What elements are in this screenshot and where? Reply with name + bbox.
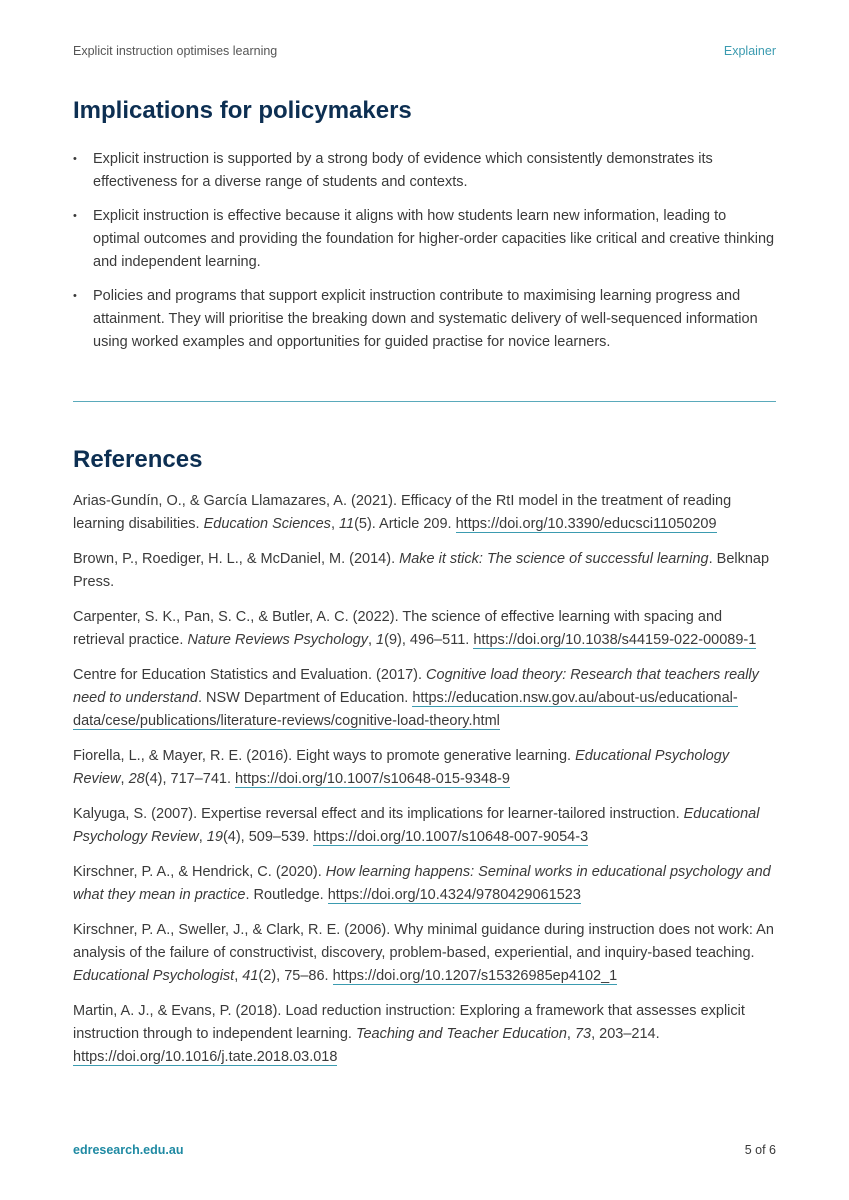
reference-link[interactable]: https://doi.org/10.1007/s10648-007-9054-3 [313, 829, 589, 845]
reference-entry [73, 664, 776, 733]
reference-source: How learning happens: Seminal works in educational psychology and what they mean in practice [73, 864, 771, 903]
reference-source: Educational Psychologist [73, 968, 235, 984]
section-divider [73, 401, 776, 402]
page-number: 5 of 6 [744, 1143, 776, 1157]
implications-heading: Implications for policymakers [73, 97, 412, 124]
reference-authors: Kirschner, P. A., & Hendrick, C. (2020). [73, 864, 326, 880]
reference-authors: Arias-Gundín, O., & García Llamazares, A. (2021). Efficacy of the RtI model in the treatment of reading learning disabilities. [73, 493, 732, 532]
reference-volume: 73 [574, 1026, 592, 1042]
site-url[interactable]: edresearch.edu.au [73, 1143, 184, 1157]
reference-link[interactable]: https://doi.org/10.3390/educsci11050209 [455, 516, 717, 532]
reference-details: (4), 717–741. [144, 771, 236, 787]
page-footer [73, 1142, 776, 1158]
references-heading: References [73, 446, 203, 473]
reference-separator: , [120, 771, 129, 787]
reference-link[interactable]: https://doi.org/10.4324/9780429061523 [327, 887, 581, 903]
reference-entry [73, 919, 776, 988]
implication-bullet: • Explicit instruction is supported by a strong body of evidence which consistently demonstrates its effectiveness for a diverse range of students and contexts. [73, 148, 776, 194]
reference-source: Education Sciences [203, 516, 331, 532]
page-header [73, 43, 776, 59]
reference-entry [73, 1000, 776, 1069]
implication-bullet: • Explicit instruction is effective because it aligns with how students learn new information, leading to optimal outcomes and providing the foundation for higher-order capacities like critical and creative thinking and independent learning. [73, 205, 776, 274]
reference-authors: Carpenter, S. K., Pan, S. C., & Butler, A. C. (2022). The science of effective learning with spacing and retrieval practice. [73, 609, 723, 648]
reference-entry [73, 803, 776, 849]
reference-link[interactable]: https://doi.org/10.1038/s44159-022-00089-1 [473, 632, 757, 648]
reference-separator: , [367, 632, 377, 648]
reference-authors: Centre for Education Statistics and Evaluation. (2017). [73, 667, 427, 683]
reference-details: (5). Article 209. [354, 516, 456, 532]
reference-authors: Kalyuga, S. (2007). Expertise reversal effect and its implications for learner-tailored instruction. [73, 806, 684, 822]
reference-details: (2), 75–86. [258, 968, 333, 984]
reference-source: Educational Psychology Review [73, 806, 760, 845]
reference-authors: Kirschner, P. A., Sweller, J., & Clark, R. E. (2006). Why minimal guidance during instruction does not work: An analysis of the failure of constructivist, discovery, problem-based, experiential, and inquiry-based teaching. [73, 922, 774, 961]
reference-source: Educational Psychology Review [73, 748, 730, 787]
reference-link[interactable]: https://doi.org/10.1207/s15326985ep4102_1 [332, 968, 618, 984]
reference-authors: Fiorella, L., & Mayer, R. E. (2016). Eight ways to promote generative learning. [73, 748, 576, 764]
reference-source: Teaching and Teacher Education [355, 1026, 567, 1042]
reference-link[interactable]: https://doi.org/10.1007/s10648-015-9348-9 [235, 771, 510, 787]
reference-link[interactable]: https://doi.org/10.1016/j.tate.2018.03.018 [73, 1049, 338, 1065]
reference-authors: Martin, A. J., & Evans, P. (2018). Load reduction instruction: Exploring a framework that assesses explicit instruction through to independent learning. [73, 1003, 745, 1042]
reference-list [73, 490, 776, 1081]
reference-details: , 203–214. [591, 1026, 660, 1042]
reference-volume: 1 [376, 632, 385, 648]
reference-details: (4), 509–539. [222, 829, 314, 845]
reference-separator: , [198, 829, 207, 845]
reference-authors: Brown, P., Roediger, H. L., & McDaniel, M. (2014). [73, 551, 400, 567]
reference-separator: , [330, 516, 339, 532]
reference-volume: 28 [128, 771, 145, 787]
reference-details: (9), 496–511. [384, 632, 474, 648]
reference-link[interactable]: https://education.nsw.gov.au/about-us/educational-data/cese/publications/literature-reviews/cognitive-load-theory.html [73, 690, 738, 729]
reference-details: . Routledge. [245, 887, 328, 903]
reference-source: Nature Reviews Psychology [187, 632, 368, 648]
reference-entry [73, 548, 776, 594]
reference-source: Make it stick: The science of successful learning [399, 551, 709, 567]
reference-entry [73, 606, 776, 652]
reference-volume: 19 [206, 829, 223, 845]
reference-volume: 11 [339, 516, 355, 532]
reference-entry [73, 745, 776, 791]
reference-separator: , [234, 968, 243, 984]
implication-bullet: • Policies and programs that support explicit instruction contribute to maximising learning progress and attainment. They will prioritise the breaking down and systematic delivery of well-sequenced information using worked examples and opportunities for guided practise for novice learners. [73, 285, 776, 354]
reference-entry [73, 490, 776, 536]
running-title: Explicit instruction optimises learning [73, 44, 278, 58]
reference-details: . NSW Department of Education. [197, 690, 413, 706]
reference-separator: , [566, 1026, 575, 1042]
document-type-label: Explainer [723, 44, 776, 58]
reference-volume: 41 [242, 968, 259, 984]
reference-entry [73, 861, 776, 907]
reference-source: Cognitive load theory: Research that teachers really need to understand [73, 667, 759, 706]
reference-details: . Belknap Press. [73, 551, 770, 590]
implications-list [73, 148, 776, 365]
